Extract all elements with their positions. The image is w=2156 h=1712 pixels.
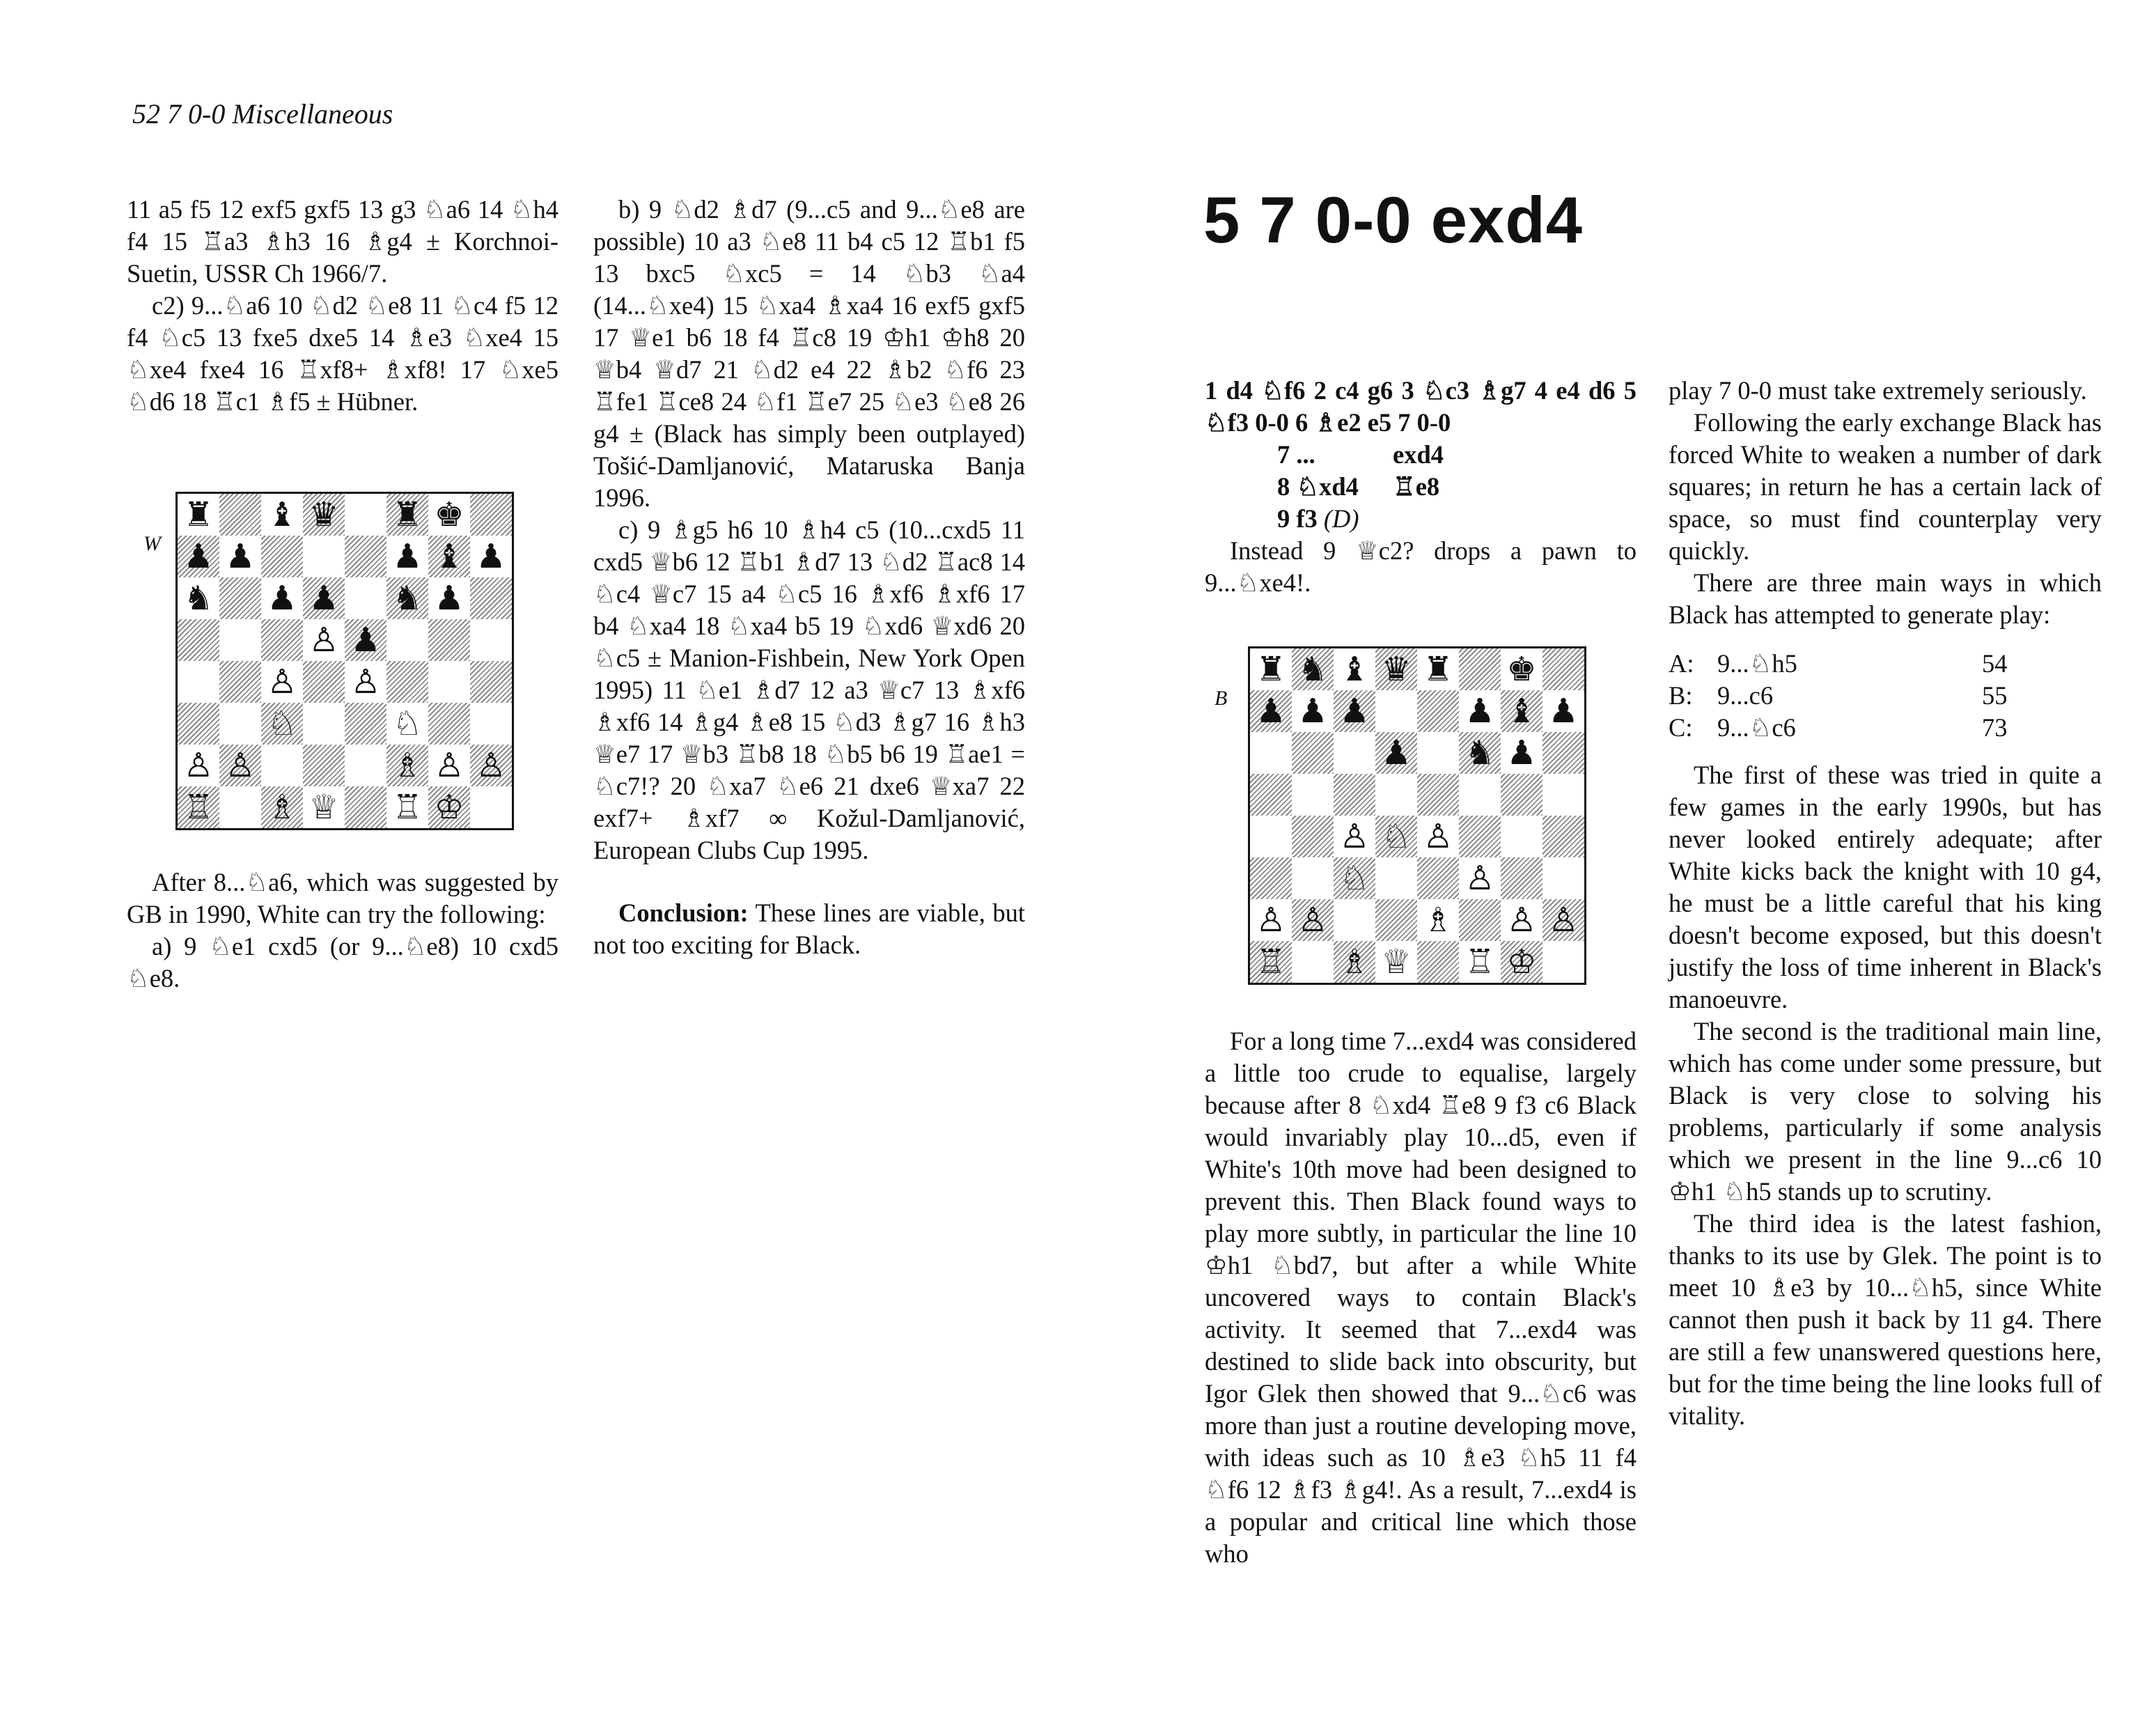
- board-square: [470, 661, 512, 703]
- board-square: [219, 494, 261, 536]
- chess-piece-icon: ♖: [183, 788, 214, 827]
- paragraph: The third idea is the latest fashion, thanks to its use by Glek. The point is to meet 10 ♗e3 by 10...♘h5, since White cannot then push it back by 11 g4. There are still a few unanswered questions here, but for the time being the line looks full of vitality.: [1669, 1209, 2102, 1430]
- board-square: [178, 703, 219, 745]
- board-square: [219, 619, 261, 661]
- board-square: [303, 661, 345, 703]
- board-square: [1292, 774, 1334, 816]
- chess-piece-icon: ♗: [392, 746, 423, 785]
- line-key: C:: [1669, 713, 1693, 742]
- board-square: [1250, 774, 1292, 816]
- chess-piece-icon: ♟: [476, 537, 506, 576]
- board-square: [1542, 732, 1584, 774]
- board-square: [1417, 648, 1459, 690]
- chess-piece-icon: ♟: [1506, 733, 1537, 772]
- chess-piece-icon: ♞: [392, 579, 423, 618]
- board-square: [219, 536, 261, 577]
- line-index-row: [1669, 648, 2102, 680]
- board-square: [1292, 941, 1334, 983]
- chess-piece-icon: ♙: [1548, 901, 1579, 940]
- chess-piece-icon: ♝: [434, 537, 464, 576]
- board-square: [386, 536, 428, 577]
- board-square: [261, 661, 303, 703]
- board-square: [345, 494, 386, 536]
- paragraph: c) 9 ♗g5 h6 10 ♗h4 c5 (10...cxd5 11 cxd5 ♕b6 12 ♖b1 ♗d7 13 ♘d2 ♖ac8 14 ♘c4 ♕c7 15 a4 ♘c5 16 ♗xf6 ♗xf6 17 b4 ♘xa4 18 ♘xa4 b5 19 ♘xd6 ♕xd6 20 ♘c5 ± Manion-Fishbein, New York Open 1995) 11 ♘e1 ♗d7 12 a3 ♕c7 13 ♗xf6 ♗xf6 14 ♗g4 ♗e8 15 ♘d3 ♗g7 16 ♗h3 ♕e7 17 ♕b3 ♖b8 18 ♘b5 b6 19 ♖ae1 = ♘c7!? 20 ♘xa7 ♘e6 21 dxe6 ♕xa7 22 exf7+ ♗xf7 ∞ Kožul-Damljanović, European Clubs Cup 1995.: [593, 515, 1025, 864]
- chess-piece-icon: ♖: [1464, 942, 1495, 981]
- chess-piece-icon: ♜: [1423, 650, 1453, 689]
- chess-piece-icon: ♟: [434, 579, 464, 618]
- board-square: [219, 577, 261, 619]
- board-square: [1250, 648, 1292, 690]
- board-square: [1334, 816, 1375, 857]
- board-square: [1250, 816, 1292, 857]
- paragraph: There are three main ways in which Black has attempted to generate play:: [1669, 568, 2102, 629]
- move-white: 7 ...: [1277, 440, 1315, 469]
- board-square: [1459, 732, 1501, 774]
- paragraph: c2) 9...♘a6 10 ♘d2 ♘e8 11 ♘c4 f5 12 f4 ♘c5 13 fxe5 dxe5 14 ♗e3 ♘xe4 15 ♘xe4 fxe4 16 ♖xf8+ ♗xf8! 17 ♘xe5 ♘d6 18 ♖c1 ♗f5 ± Hübner.: [127, 291, 558, 416]
- board-square: [1501, 857, 1542, 899]
- board-square: [345, 661, 386, 703]
- board-square: [261, 619, 303, 661]
- board-square: [261, 786, 303, 828]
- right-column-2: [1669, 375, 2102, 1432]
- board-square: [1501, 732, 1542, 774]
- board-square: [1334, 941, 1375, 983]
- board-square: [470, 536, 512, 577]
- left-column-2: [593, 194, 1025, 961]
- board-square: [470, 703, 512, 745]
- line-page: 54: [1982, 649, 2008, 678]
- chapter-title: 5 7 0-0 exd4: [1203, 183, 1584, 256]
- board-square: [1542, 899, 1584, 941]
- chess-diagram-2: [1248, 646, 1586, 985]
- paragraph: play 7 0-0 must take extremely seriously.: [1669, 376, 2087, 405]
- chess-piece-icon: ♝: [1506, 692, 1537, 731]
- chess-piece-icon: ♔: [1506, 942, 1537, 981]
- chess-piece-icon: ♟: [1297, 692, 1328, 731]
- board-square: [1375, 816, 1417, 857]
- chess-piece-icon: ♙: [1423, 817, 1453, 856]
- board-square: [345, 619, 386, 661]
- chess-piece-icon: ♖: [1256, 942, 1286, 981]
- board-square: [1501, 899, 1542, 941]
- board-square: [1542, 857, 1584, 899]
- board-square: [470, 745, 512, 786]
- chess-piece-icon: ♟: [308, 579, 339, 618]
- board-square: [1542, 816, 1584, 857]
- board-square: [428, 786, 470, 828]
- diagram-marker: (D): [1323, 504, 1359, 533]
- board-square: [1292, 816, 1334, 857]
- board-square: [1250, 941, 1292, 983]
- line-moves: 9...♘c6: [1717, 713, 1796, 742]
- board-square: [345, 745, 386, 786]
- line-key: B:: [1669, 681, 1693, 710]
- conclusion: [593, 897, 1025, 961]
- board-square: [386, 494, 428, 536]
- chess-piece-icon: ♙: [1256, 901, 1286, 940]
- board-square: [345, 536, 386, 577]
- board-square: [1459, 857, 1501, 899]
- paragraph: a) 9 ♘e1 cxd5 (or 9...♘e8) 10 cxd5 ♘e8.: [127, 932, 558, 993]
- chess-piece-icon: ♟: [350, 621, 381, 660]
- board-square: [178, 619, 219, 661]
- chess-piece-icon: ♗: [1423, 901, 1453, 940]
- right-column-1-lower: [1205, 1025, 1636, 1570]
- chess-piece-icon: ♟: [1256, 692, 1286, 731]
- board-square: [303, 536, 345, 577]
- board-square: [1250, 690, 1292, 732]
- chess-piece-icon: ♞: [1297, 650, 1328, 689]
- board-square: [1501, 690, 1542, 732]
- chess-piece-icon: ♚: [434, 495, 464, 534]
- line-moves: 9...c6: [1717, 681, 1774, 710]
- right-column-1: [1205, 375, 1636, 599]
- board-square: [303, 494, 345, 536]
- chess-piece-icon: ♙: [183, 746, 214, 785]
- board-square: [219, 786, 261, 828]
- board-square: [1375, 857, 1417, 899]
- chess-piece-icon: ♟: [1464, 692, 1495, 731]
- board-square: [1501, 941, 1542, 983]
- chess-piece-icon: ♜: [392, 495, 423, 534]
- chess-piece-icon: ♙: [225, 746, 256, 785]
- board-square: [1334, 732, 1375, 774]
- move-black: exd4: [1393, 440, 1444, 469]
- line-key: A:: [1669, 649, 1694, 678]
- board-square: [428, 745, 470, 786]
- board-square: [1417, 941, 1459, 983]
- paragraph: Following the early exchange Black has forced White to weaken a number of dark squares; in return he has a certain lack of space, so must find counterplay very quickly.: [1669, 408, 2102, 565]
- board-square: [1417, 816, 1459, 857]
- board-square: [1375, 690, 1417, 732]
- board-square: [470, 577, 512, 619]
- chess-piece-icon: ♟: [1339, 692, 1370, 731]
- board-square: [178, 536, 219, 577]
- chess-piece-icon: ♟: [225, 537, 256, 576]
- chess-piece-icon: ♟: [1381, 733, 1412, 772]
- chess-diagram-1: [175, 492, 514, 830]
- line-moves: 9...♘h5: [1717, 649, 1797, 678]
- board-square: [1459, 816, 1501, 857]
- board-square: [386, 577, 428, 619]
- board-square: [1542, 941, 1584, 983]
- chess-piece-icon: ♗: [1339, 942, 1370, 981]
- board-square: [1459, 774, 1501, 816]
- chess-piece-icon: ♙: [434, 746, 464, 785]
- board-square: [1375, 648, 1417, 690]
- board-square: [1292, 857, 1334, 899]
- chess-piece-icon: ♟: [392, 537, 423, 576]
- board-square: [1417, 857, 1459, 899]
- chess-piece-icon: ♝: [267, 495, 297, 534]
- line-page: 55: [1982, 681, 2008, 710]
- board-square: [470, 494, 512, 536]
- board-square: [1501, 816, 1542, 857]
- diagram-side-label: B: [1214, 687, 1228, 710]
- chess-piece-icon: ♙: [1339, 817, 1370, 856]
- board-square: [261, 745, 303, 786]
- board-square: [1459, 690, 1501, 732]
- paragraph: The first of these was tried in quite a few games in the early 1990s, but has never looked entirely adequate; after White kicks back the knight with 10 g4, he must be a little careful that his king doesn't become exposed, but this doesn't justify the loss of time inherent in Black's manoeuvre.: [1669, 761, 2102, 1013]
- board-square: [1417, 899, 1459, 941]
- chess-piece-icon: ♘: [1381, 817, 1412, 856]
- chess-piece-icon: ♙: [1297, 901, 1328, 940]
- board-square: [1375, 941, 1417, 983]
- chess-piece-icon: ♕: [1381, 942, 1412, 981]
- line-index-row: [1669, 712, 2102, 744]
- board-square: [386, 745, 428, 786]
- intro-moves: 1 d4 ♘f6 2 c4 g6 3 ♘c3 ♗g7 4 e4 d6 5 ♘f3 0-0 6 ♗e2 e5 7 0-0: [1205, 376, 1636, 437]
- board-square: [428, 577, 470, 619]
- board-square: [219, 661, 261, 703]
- chess-piece-icon: ♙: [476, 746, 506, 785]
- chess-piece-icon: ♚: [1506, 650, 1537, 689]
- board-square: [428, 703, 470, 745]
- board-square: [1375, 732, 1417, 774]
- chess-piece-icon: ♙: [1464, 859, 1495, 898]
- chess-piece-icon: ♟: [267, 579, 297, 618]
- board-square: [178, 786, 219, 828]
- board-square: [1417, 732, 1459, 774]
- board-square: [1334, 774, 1375, 816]
- move-white: 8 ♘xd4: [1277, 472, 1359, 501]
- line-index: [1669, 648, 2102, 744]
- board-square: [303, 745, 345, 786]
- chess-piece-icon: ♘: [392, 704, 423, 743]
- board-square: [1375, 899, 1417, 941]
- chess-piece-icon: ♗: [267, 788, 297, 827]
- board-square: [261, 703, 303, 745]
- board-square: [1334, 648, 1375, 690]
- line-page: 73: [1982, 713, 2008, 742]
- board-square: [345, 703, 386, 745]
- board-square: [470, 619, 512, 661]
- board-square: [1542, 774, 1584, 816]
- chess-piece-icon: ♞: [1464, 733, 1495, 772]
- board-square: [1417, 690, 1459, 732]
- board-square: [1334, 690, 1375, 732]
- board-square: [428, 661, 470, 703]
- board-square: [178, 661, 219, 703]
- board-square: [1459, 899, 1501, 941]
- board-square: [303, 703, 345, 745]
- board-square: [1459, 648, 1501, 690]
- board-square: [1542, 690, 1584, 732]
- board-square: [178, 494, 219, 536]
- chess-piece-icon: ♖: [392, 788, 423, 827]
- board-square: [470, 786, 512, 828]
- chess-piece-icon: ♙: [1506, 901, 1537, 940]
- chess-piece-icon: ♞: [183, 579, 214, 618]
- board-square: [1501, 774, 1542, 816]
- paragraph: Instead 9 ♕c2? drops a pawn to 9...♘xe4!.: [1205, 536, 1636, 597]
- move-black: ♖e8: [1393, 472, 1440, 501]
- board-square: [386, 703, 428, 745]
- board-square: [1334, 899, 1375, 941]
- move-row: [1205, 439, 1636, 471]
- chess-piece-icon: ♜: [1256, 650, 1286, 689]
- diagram-side-label: W: [143, 532, 161, 555]
- conclusion-text: These lines are viable, but not too exciting for Black.: [593, 898, 1025, 959]
- board-square: [1292, 648, 1334, 690]
- board-square: [261, 577, 303, 619]
- board-square: [303, 619, 345, 661]
- line-index-row: [1669, 680, 2102, 712]
- chess-piece-icon: ♝: [1339, 650, 1370, 689]
- move-row: [1205, 503, 1636, 535]
- board-square: [1501, 648, 1542, 690]
- conclusion-label: Conclusion:: [618, 898, 749, 927]
- board-square: [1292, 732, 1334, 774]
- board-square: [303, 577, 345, 619]
- board-square: [1417, 774, 1459, 816]
- move-white: [1205, 503, 1393, 535]
- board-square: [1542, 648, 1584, 690]
- paragraph: b) 9 ♘d2 ♗d7 (9...c5 and 9...♘e8 are possible) 10 a3 ♘e8 11 b4 c5 12 ♖b1 f5 13 bxc5 ♘xc5 = 14 ♘b3 ♘a4 (14...♘xe4) 15 ♘xa4 ♗xa4 16 exf5 gxf5 17 ♕e1 b6 18 f4 ♖c8 19 ♔h1 ♔h8 20 ♕b4 ♕d7 21 ♘d2 e4 22 ♗b2 ♘f6 23 ♖fe1 ♖ce8 24 ♘f1 ♖e7 25 ♘e3 ♘e8 26 g4 ± (Black has simply been outplayed) Tošić-Damljanović, Mataruska Banja 1996.: [593, 195, 1025, 512]
- chess-piece-icon: ♘: [267, 704, 297, 743]
- board-square: [1292, 899, 1334, 941]
- chess-piece-icon: ♙: [308, 621, 339, 660]
- left-column-1-lower: [127, 866, 558, 995]
- board-square: [345, 786, 386, 828]
- board-square: [1334, 857, 1375, 899]
- chess-piece-icon: ♛: [1381, 650, 1412, 689]
- board-square: [428, 536, 470, 577]
- board-square: [261, 536, 303, 577]
- running-head: 52 7 0-0 Miscellaneous: [132, 98, 393, 130]
- chess-piece-icon: ♕: [308, 788, 339, 827]
- chess-piece-icon: ♟: [183, 537, 214, 576]
- chess-piece-icon: ♙: [267, 662, 297, 701]
- board-square: [386, 619, 428, 661]
- move-row: [1205, 471, 1636, 503]
- board-square: [428, 494, 470, 536]
- board-square: [1375, 774, 1417, 816]
- chess-piece-icon: ♜: [183, 495, 214, 534]
- board-square: [178, 577, 219, 619]
- board-square: [386, 786, 428, 828]
- board-square: [1250, 899, 1292, 941]
- board-square: [1250, 732, 1292, 774]
- board-square: [303, 786, 345, 828]
- board-square: [1459, 941, 1501, 983]
- board-square: [1292, 690, 1334, 732]
- board-square: [428, 619, 470, 661]
- chess-piece-icon: ♘: [1339, 859, 1370, 898]
- board-square: [219, 703, 261, 745]
- chess-piece-icon: ♛: [308, 495, 339, 534]
- board-square: [261, 494, 303, 536]
- chess-piece-icon: ♙: [350, 662, 381, 701]
- chess-piece-icon: ♔: [434, 788, 464, 827]
- left-column-1: [127, 194, 558, 418]
- paragraph: For a long time 7...exd4 was considered a little too crude to equalise, largely because after 8 ♘xd4 ♖e8 9 f3 c6 Black would invariably play 10...d5, even if White's 10th move had been designed to prevent this. Then Black found ways to play more subtly, in particular the line 10 ♔h1 ♘bd7, but after a while White uncovered ways to contain Black's activity. It seemed that 7...exd4 was destined to slide back into obscurity, but Igor Glek then showed that 9...♘c6 was more than just a routine developing move, with ideas such as 10 ♗e3 ♘h5 11 f4 ♘f6 12 ♗f3 ♗g4!. As a result, 7...exd4 is a popular and critical line which those who: [1205, 1027, 1636, 1568]
- board-square: [1250, 857, 1292, 899]
- board-square: [219, 745, 261, 786]
- paragraph: The second is the traditional main line, which has come under some pressure, but Black is very close to solving his problems, particularly if some analysis which we present in the line 9...c6 10 ♔h1 ♘h5 stands up to scrutiny.: [1669, 1017, 2102, 1206]
- paragraph: After 8...♘a6, which was suggested by GB in 1990, White can try the following:: [127, 868, 558, 928]
- board-square: [386, 661, 428, 703]
- board-square: [345, 577, 386, 619]
- board-square: [178, 745, 219, 786]
- paragraph: 11 a5 f5 12 exf5 gxf5 13 g3 ♘a6 14 ♘h4 f4 15 ♖a3 ♗h3 16 ♗g4 ± Korchnoi-Suetin, USSR Ch 1966/7.: [127, 195, 558, 288]
- move-white-text: 9 f3: [1277, 504, 1318, 533]
- chess-piece-icon: ♟: [1548, 692, 1579, 731]
